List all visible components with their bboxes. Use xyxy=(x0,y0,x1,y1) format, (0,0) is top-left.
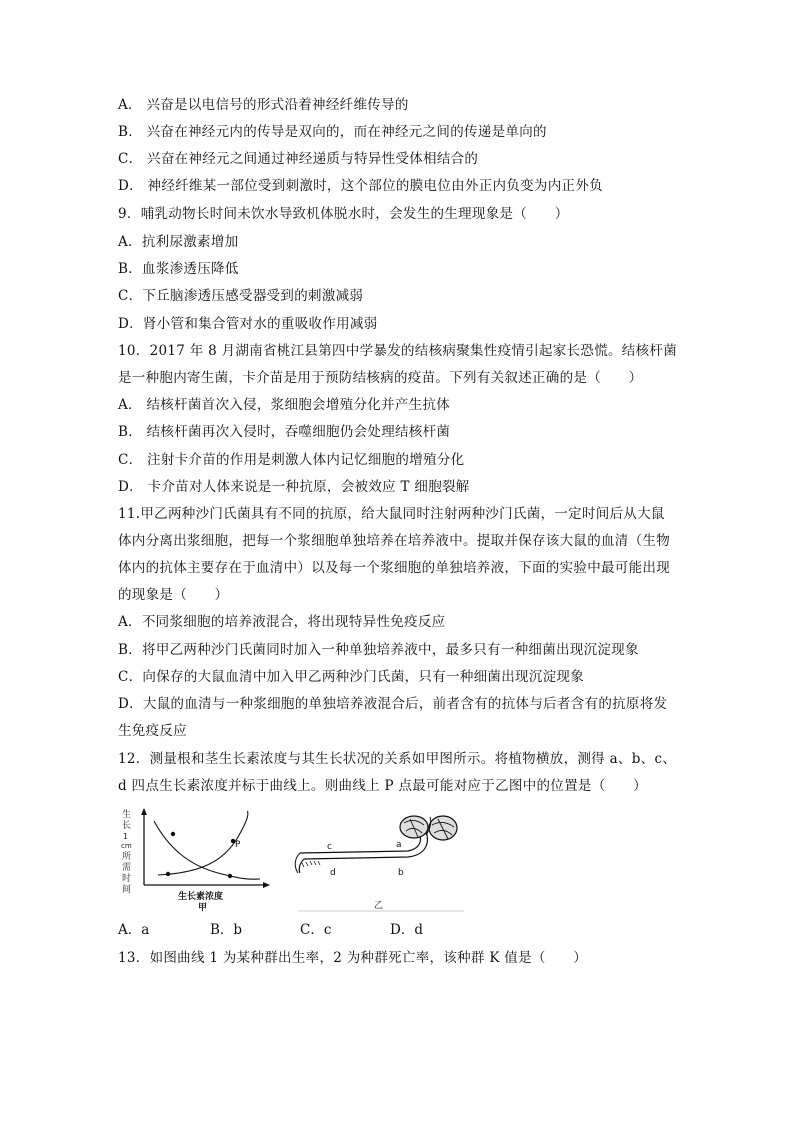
q10-option-a: A． 结核杆菌首次入侵，浆细胞会增殖分化并产生抗体 xyxy=(118,397,451,413)
q12-option-a: A．a xyxy=(118,922,150,938)
q12-option-d: D．d xyxy=(390,922,423,938)
q11-option-d-line1: D．大鼠的血清与一种浆细胞的单独培养液混合后，前者含有的抗体与后者含有的抗原将发 xyxy=(118,696,668,712)
q11-option-a: A．不同浆细胞的培养液混合，将出现特异性免疫反应 xyxy=(118,614,446,630)
graph-jia-p-label: P xyxy=(235,840,241,850)
q12-option-b: B．b xyxy=(210,922,243,938)
q13-stem: 13．如图曲线 1 为某种群出生率，2 为种群死亡率，该种群 K 值是（ ） xyxy=(118,950,588,966)
plant-leaves xyxy=(400,816,457,840)
q11-stem-line4: 的现象是（ ） xyxy=(118,587,229,603)
svg-text:时: 时 xyxy=(122,874,132,884)
graph-jia-point-2 xyxy=(166,872,170,876)
q10-option-d: D． 卡介苗对人体来说是一种抗原，会被效应 T 细胞裂解 xyxy=(118,479,470,495)
q11-option-d-line2: 生免疫反应 xyxy=(118,723,187,739)
plant-yi xyxy=(295,816,464,911)
plant-stem-upper xyxy=(300,835,421,853)
q12-stem-line1: 12．测量根和茎生长素浓度与其生长状况的关系如甲图所示。将植物横放，测得 a、b、c、 xyxy=(118,751,677,767)
q10-stem-line1: 10．2017 年 8 月湖南省桃江县第四中学暴发的结核病聚集性疫情引起家长恐慌。结核杆菌 xyxy=(118,343,677,359)
svg-text:间: 间 xyxy=(122,885,132,895)
svg-text:1: 1 xyxy=(123,832,129,841)
q11-stem-line3: 体内的抗体主要存在于血清中）以及每一个浆细胞的单独培养液，下面的实验中最可能出现 xyxy=(118,560,670,576)
plant-label-b: b xyxy=(398,868,404,878)
q9-option-d: D．肾小管和集合管对水的重吸收作用减弱 xyxy=(118,316,378,332)
graph-jia xyxy=(121,808,270,913)
graph-jia-ylabel xyxy=(121,808,132,895)
q10-option-b: B． 结核杆菌再次入侵时，吞噬细胞仍会处理结核杆菌 xyxy=(118,424,451,440)
plant-label-a: a xyxy=(396,840,402,850)
q8-option-b: B． 兴奋在神经元内的传导是双向的，而在神经元之间的传递是单向的 xyxy=(118,124,547,140)
q10-option-c: C． 注射卡介苗的作用是刺激人体内记忆细胞的增殖分化 xyxy=(118,452,465,468)
q9-stem: 9．哺乳动物长时间未饮水导致机体脱水时，会发生的生理现象是（ ） xyxy=(118,206,569,222)
plant-label-c: c xyxy=(327,842,332,852)
q8-option-d: D． 神经纤维某一部位受到刺激时，这个部位的膜电位由外正内负变为内正外负 xyxy=(118,178,603,194)
q9-option-a: A．抗利尿激素增加 xyxy=(118,234,239,250)
graph-jia-point-4 xyxy=(228,874,232,878)
q12-stem-line2: d 四点生长素浓度并标于曲线上。则曲线上 P 点最可能对应于乙图中的位置是（ ） xyxy=(118,778,647,794)
plant-root-hairs xyxy=(302,861,320,867)
svg-text:生: 生 xyxy=(122,810,132,820)
q12-figure xyxy=(118,807,466,915)
q8-option-a: A． 兴奋是以电信号的形式沿着神经纤维传导的 xyxy=(118,97,409,113)
graph-jia-y-arrow xyxy=(141,808,147,815)
q12-options xyxy=(118,922,423,938)
q10-stem-line2: 是一种胞内寄生菌，卡介苗是用于预防结核病的疫苗。下列有关叙述正确的是（ ） xyxy=(118,370,643,386)
graph-jia-curve-descending xyxy=(154,821,260,879)
graph-jia-caption: 甲 xyxy=(198,903,208,913)
svg-text:长: 长 xyxy=(122,821,132,831)
plant-label-d: d xyxy=(330,868,336,878)
plant-caption: 乙 xyxy=(374,901,384,911)
q11-stem-line1: 11.甲乙两种沙门氏菌具有不同的抗原，给大鼠同时注射两种沙门氏菌，一定时间后从大鼠 xyxy=(118,506,665,522)
graph-jia-x-arrow xyxy=(263,882,270,888)
q12-figure-svg xyxy=(118,807,466,915)
q9-option-b: B．血浆渗透压降低 xyxy=(118,261,239,277)
graph-jia-xlabel: 生长素浓度 xyxy=(178,892,224,902)
svg-text:所: 所 xyxy=(122,852,132,862)
q9-option-c: C．下丘脑渗透压感受器受到的刺激减弱 xyxy=(118,288,364,304)
q11-stem-line2: 体内分离出浆细胞，把每一个浆细胞单独培养在培养液中。提取并保存该大鼠的血清（生物 xyxy=(118,533,670,549)
q11-option-b: B．将甲乙两种沙门氏菌同时加入一种单独培养液中，最多只有一种细菌出现沉淀现象 xyxy=(118,642,639,658)
graph-jia-point-1 xyxy=(171,832,175,836)
q11-option-c: C．向保存的大鼠血清中加入甲乙两种沙门氏菌，只有一种细菌出现沉淀现象 xyxy=(118,669,585,685)
svg-text:cm: cm xyxy=(121,842,132,850)
q12-option-c: C．c xyxy=(300,922,332,938)
q8-option-c: C． 兴奋在神经元之间通过神经递质与特异性受体相结合的 xyxy=(118,151,479,167)
svg-text:需: 需 xyxy=(122,863,132,873)
